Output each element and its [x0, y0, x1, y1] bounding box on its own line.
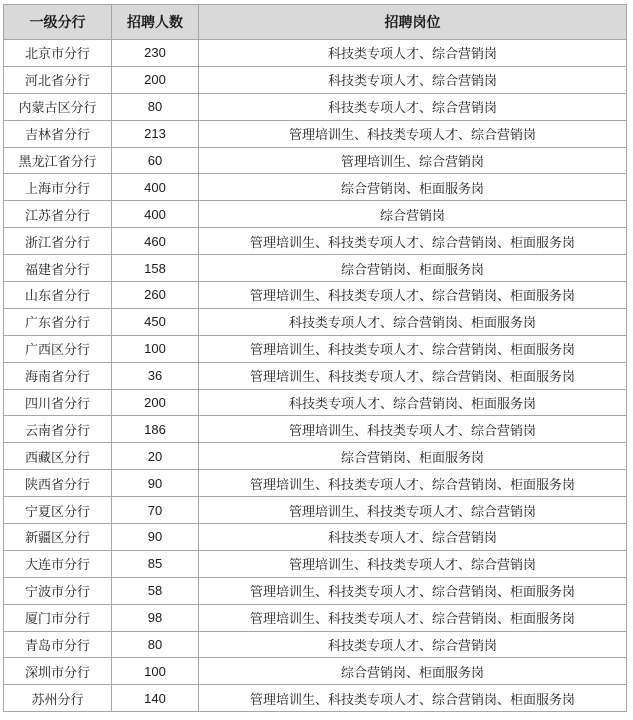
table-row — [4, 93, 627, 120]
positions-cell: 科技类专项人才、综合营销岗 — [199, 40, 627, 67]
count-cell: 58 — [112, 577, 199, 604]
table-row — [4, 66, 627, 93]
table-row — [4, 550, 627, 577]
positions-cell: 综合营销岗、柜面服务岗 — [199, 443, 627, 470]
table-row — [4, 174, 627, 201]
recruitment-table — [3, 4, 627, 712]
positions-cell: 管理培训生、科技类专项人才、综合营销岗、柜面服务岗 — [199, 685, 627, 712]
positions-cell: 管理培训生、科技类专项人才、综合营销岗 — [199, 497, 627, 524]
table-row — [4, 658, 627, 685]
count-cell: 460 — [112, 228, 199, 255]
branch-cell: 福建省分行 — [4, 255, 112, 282]
positions-cell: 管理培训生、科技类专项人才、综合营销岗、柜面服务岗 — [199, 577, 627, 604]
positions-cell: 综合营销岗 — [199, 201, 627, 228]
branch-cell: 云南省分行 — [4, 416, 112, 443]
table-row — [4, 604, 627, 631]
branch-cell: 新疆区分行 — [4, 524, 112, 551]
count-cell: 20 — [112, 443, 199, 470]
table-row — [4, 282, 627, 309]
header-row — [4, 5, 627, 40]
count-cell: 60 — [112, 147, 199, 174]
branch-cell: 青岛市分行 — [4, 631, 112, 658]
table-row — [4, 497, 627, 524]
table-row — [4, 416, 627, 443]
count-cell: 85 — [112, 550, 199, 577]
branch-cell: 大连市分行 — [4, 550, 112, 577]
branch-cell: 苏州分行 — [4, 685, 112, 712]
branch-cell: 北京市分行 — [4, 40, 112, 67]
count-cell: 90 — [112, 524, 199, 551]
branch-cell: 海南省分行 — [4, 362, 112, 389]
branch-cell: 四川省分行 — [4, 389, 112, 416]
count-cell: 450 — [112, 308, 199, 335]
count-cell: 90 — [112, 470, 199, 497]
table-row — [4, 362, 627, 389]
table-row — [4, 443, 627, 470]
table-row — [4, 255, 627, 282]
branch-cell: 广西区分行 — [4, 335, 112, 362]
positions-cell: 综合营销岗、柜面服务岗 — [199, 174, 627, 201]
positions-cell: 管理培训生、科技类专项人才、综合营销岗、柜面服务岗 — [199, 604, 627, 631]
count-cell: 200 — [112, 389, 199, 416]
branch-cell: 江苏省分行 — [4, 201, 112, 228]
table-row — [4, 335, 627, 362]
positions-cell: 科技类专项人才、综合营销岗、柜面服务岗 — [199, 389, 627, 416]
count-cell: 260 — [112, 282, 199, 309]
positions-cell: 管理培训生、科技类专项人才、综合营销岗 — [199, 416, 627, 443]
positions-cell: 管理培训生、科技类专项人才、综合营销岗、柜面服务岗 — [199, 228, 627, 255]
table-row — [4, 389, 627, 416]
count-cell: 158 — [112, 255, 199, 282]
table-row — [4, 201, 627, 228]
branch-cell: 广东省分行 — [4, 308, 112, 335]
header-positions: 招聘岗位 — [199, 5, 627, 40]
positions-cell: 管理培训生、科技类专项人才、综合营销岗、柜面服务岗 — [199, 470, 627, 497]
table-row — [4, 631, 627, 658]
positions-cell: 综合营销岗、柜面服务岗 — [199, 658, 627, 685]
count-cell: 100 — [112, 658, 199, 685]
count-cell: 98 — [112, 604, 199, 631]
table-row — [4, 40, 627, 67]
positions-cell: 科技类专项人才、综合营销岗 — [199, 93, 627, 120]
count-cell: 213 — [112, 120, 199, 147]
branch-cell: 深圳市分行 — [4, 658, 112, 685]
count-cell: 200 — [112, 66, 199, 93]
header-count: 招聘人数 — [112, 5, 199, 40]
count-cell: 80 — [112, 631, 199, 658]
positions-cell: 管理培训生、科技类专项人才、综合营销岗 — [199, 550, 627, 577]
count-cell: 100 — [112, 335, 199, 362]
table-body — [4, 40, 627, 712]
positions-cell: 科技类专项人才、综合营销岗 — [199, 524, 627, 551]
positions-cell: 管理培训生、科技类专项人才、综合营销岗 — [199, 120, 627, 147]
count-cell: 400 — [112, 201, 199, 228]
branch-cell: 河北省分行 — [4, 66, 112, 93]
count-cell: 70 — [112, 497, 199, 524]
header-branch: 一级分行 — [4, 5, 112, 40]
table-row — [4, 524, 627, 551]
branch-cell: 厦门市分行 — [4, 604, 112, 631]
table-row — [4, 577, 627, 604]
count-cell: 400 — [112, 174, 199, 201]
table-row — [4, 228, 627, 255]
table-row — [4, 308, 627, 335]
positions-cell: 科技类专项人才、综合营销岗、柜面服务岗 — [199, 308, 627, 335]
count-cell: 140 — [112, 685, 199, 712]
branch-cell: 黑龙江省分行 — [4, 147, 112, 174]
count-cell: 80 — [112, 93, 199, 120]
count-cell: 36 — [112, 362, 199, 389]
branch-cell: 上海市分行 — [4, 174, 112, 201]
table-row — [4, 470, 627, 497]
table-row — [4, 685, 627, 712]
count-cell: 230 — [112, 40, 199, 67]
positions-cell: 管理培训生、科技类专项人才、综合营销岗、柜面服务岗 — [199, 282, 627, 309]
positions-cell: 管理培训生、科技类专项人才、综合营销岗、柜面服务岗 — [199, 335, 627, 362]
table-header — [4, 5, 627, 40]
positions-cell: 科技类专项人才、综合营销岗 — [199, 631, 627, 658]
positions-cell: 管理培训生、科技类专项人才、综合营销岗、柜面服务岗 — [199, 362, 627, 389]
branch-cell: 山东省分行 — [4, 282, 112, 309]
positions-cell: 综合营销岗、柜面服务岗 — [199, 255, 627, 282]
branch-cell: 陕西省分行 — [4, 470, 112, 497]
branch-cell: 宁夏区分行 — [4, 497, 112, 524]
branch-cell: 吉林省分行 — [4, 120, 112, 147]
branch-cell: 宁波市分行 — [4, 577, 112, 604]
positions-cell: 管理培训生、综合营销岗 — [199, 147, 627, 174]
branch-cell: 浙江省分行 — [4, 228, 112, 255]
table-row — [4, 120, 627, 147]
branch-cell: 内蒙古区分行 — [4, 93, 112, 120]
positions-cell: 科技类专项人才、综合营销岗 — [199, 66, 627, 93]
count-cell: 186 — [112, 416, 199, 443]
table-row — [4, 147, 627, 174]
branch-cell: 西藏区分行 — [4, 443, 112, 470]
